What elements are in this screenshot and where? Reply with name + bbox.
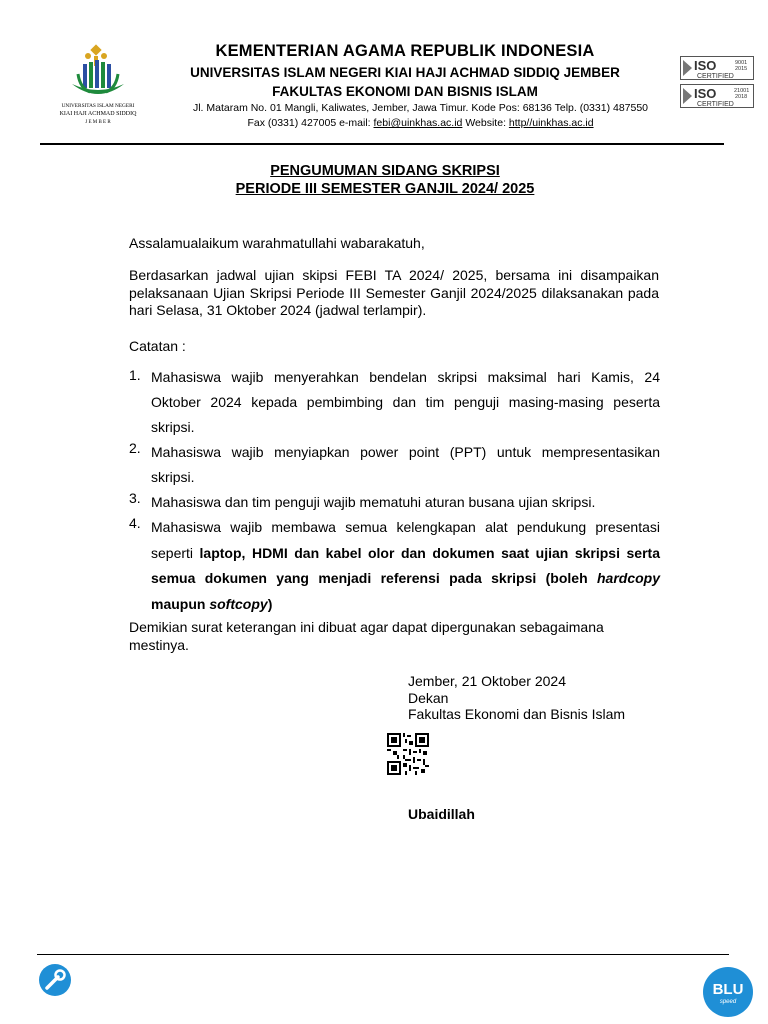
list-item: 3. Mahasiswa dan tim penguji wajib mematuhi aturan busana ujian skripsi.	[129, 490, 596, 510]
website-link[interactable]: http//uinkhas.ac.id	[508, 117, 594, 129]
footer-divider	[37, 954, 729, 955]
list-item: 1. Mahasiswa wajib menyerahkan bendelan skripsi maksimal hari Kamis, 24 Oktober 2024 kepada pembimbing dan tim penguji masing-masing peserta skripsi.	[129, 367, 660, 435]
svg-text:9001: 9001	[735, 60, 748, 66]
svg-text:2015: 2015	[735, 66, 748, 72]
logo-text-3: J E M B E R	[85, 120, 111, 125]
svg-text:2018: 2018	[735, 94, 748, 100]
website-label: Website:	[462, 117, 509, 129]
notes-list	[129, 367, 660, 617]
signer-unit: Fakultas Ekonomi dan Bisnis Islam	[408, 706, 626, 722]
signer-position: Dekan	[408, 690, 449, 706]
greeting: Assalamualaikum warahmatullahi wabarakatuh,	[129, 235, 425, 251]
closing-paragraph: Demikian surat keterangan ini dibuat agar dapat dipergunakan sebagaimana mestinya.	[129, 619, 604, 653]
logo-text-1: UNIVERSITAS ISLAM NEGERI	[61, 103, 135, 109]
blu-logo	[702, 966, 754, 1018]
svg-text:CERTIFIED: CERTIFIED	[697, 101, 734, 108]
blu-text: BLU	[712, 981, 744, 998]
address-line: Jl. Mataram No. 01 Mangli, Kaliwates, Jember, Jawa Timur. Kode Pos: 68136 Telp. (0331) 487550	[192, 102, 649, 114]
fax-text: Fax (0331) 427005 e-mail:	[247, 117, 374, 129]
faculty-title: FAKULTAS EKONOMI DAN BISNIS ISLAM	[272, 84, 538, 99]
header-divider	[40, 143, 724, 145]
list-item: 4. Mahasiswa wajib membawa semua kelengkapan alat pendukung presentasi seperti laptop, HDMI dan kabel olor dan dokumen saat ujian skripsi serta semua dokumen yang menjadi referensi pada skripsi (boleh hardcopy maupun softcopy)	[129, 515, 660, 612]
intro-paragraph: Berdasarkan jadwal ujian skipsi FEBI TA 2024/ 2025, bersama ini disampaikan pelaksanaan Ujian Skripsi Periode III Semester Ganjil 2024/2025 dilaksanakan pada hari Selasa, 31 Oktober 2024 (jadwal terlampir).	[129, 267, 659, 318]
university-logo	[50, 44, 146, 126]
signer-name: Ubaidillah	[408, 806, 475, 822]
svg-text:CERTIFIED: CERTIFIED	[697, 73, 734, 80]
tools-icon	[38, 963, 72, 997]
ministry-title: KEMENTERIAN AGAMA REPUBLIK INDONESIA	[215, 42, 595, 60]
announcement-title: PENGUMUMAN SIDANG SKRIPSI	[270, 163, 500, 179]
blu-sub-text: speed	[719, 999, 737, 1005]
list-item: 2. Mahasiswa wajib menyiapkan power point (PPT) untuk mempresentasikan skripsi.	[129, 440, 660, 485]
svg-text:21001: 21001	[734, 88, 750, 94]
qr-code-icon	[387, 733, 429, 775]
university-title: UNIVERSITAS ISLAM NEGERI KIAI HAJI ACHMAD SIDDIQ JEMBER	[190, 65, 620, 80]
svg-text:ISO: ISO	[694, 58, 717, 73]
announcement-subtitle: PERIODE III SEMESTER GANJIL 2024/ 2025	[235, 181, 535, 197]
email-link[interactable]: febi@uinkhas.ac.id	[373, 117, 463, 129]
svg-text:ISO: ISO	[694, 86, 717, 101]
contact-line	[163, 117, 678, 129]
logo-text-2: KIAI HAJI ACHMAD SIDDIQ	[59, 111, 137, 117]
iso-21001-badge	[680, 84, 754, 108]
iso-9001-badge	[680, 56, 754, 80]
place-date: Jember, 21 Oktober 2024	[408, 673, 566, 689]
notes-label: Catatan :	[129, 338, 186, 354]
